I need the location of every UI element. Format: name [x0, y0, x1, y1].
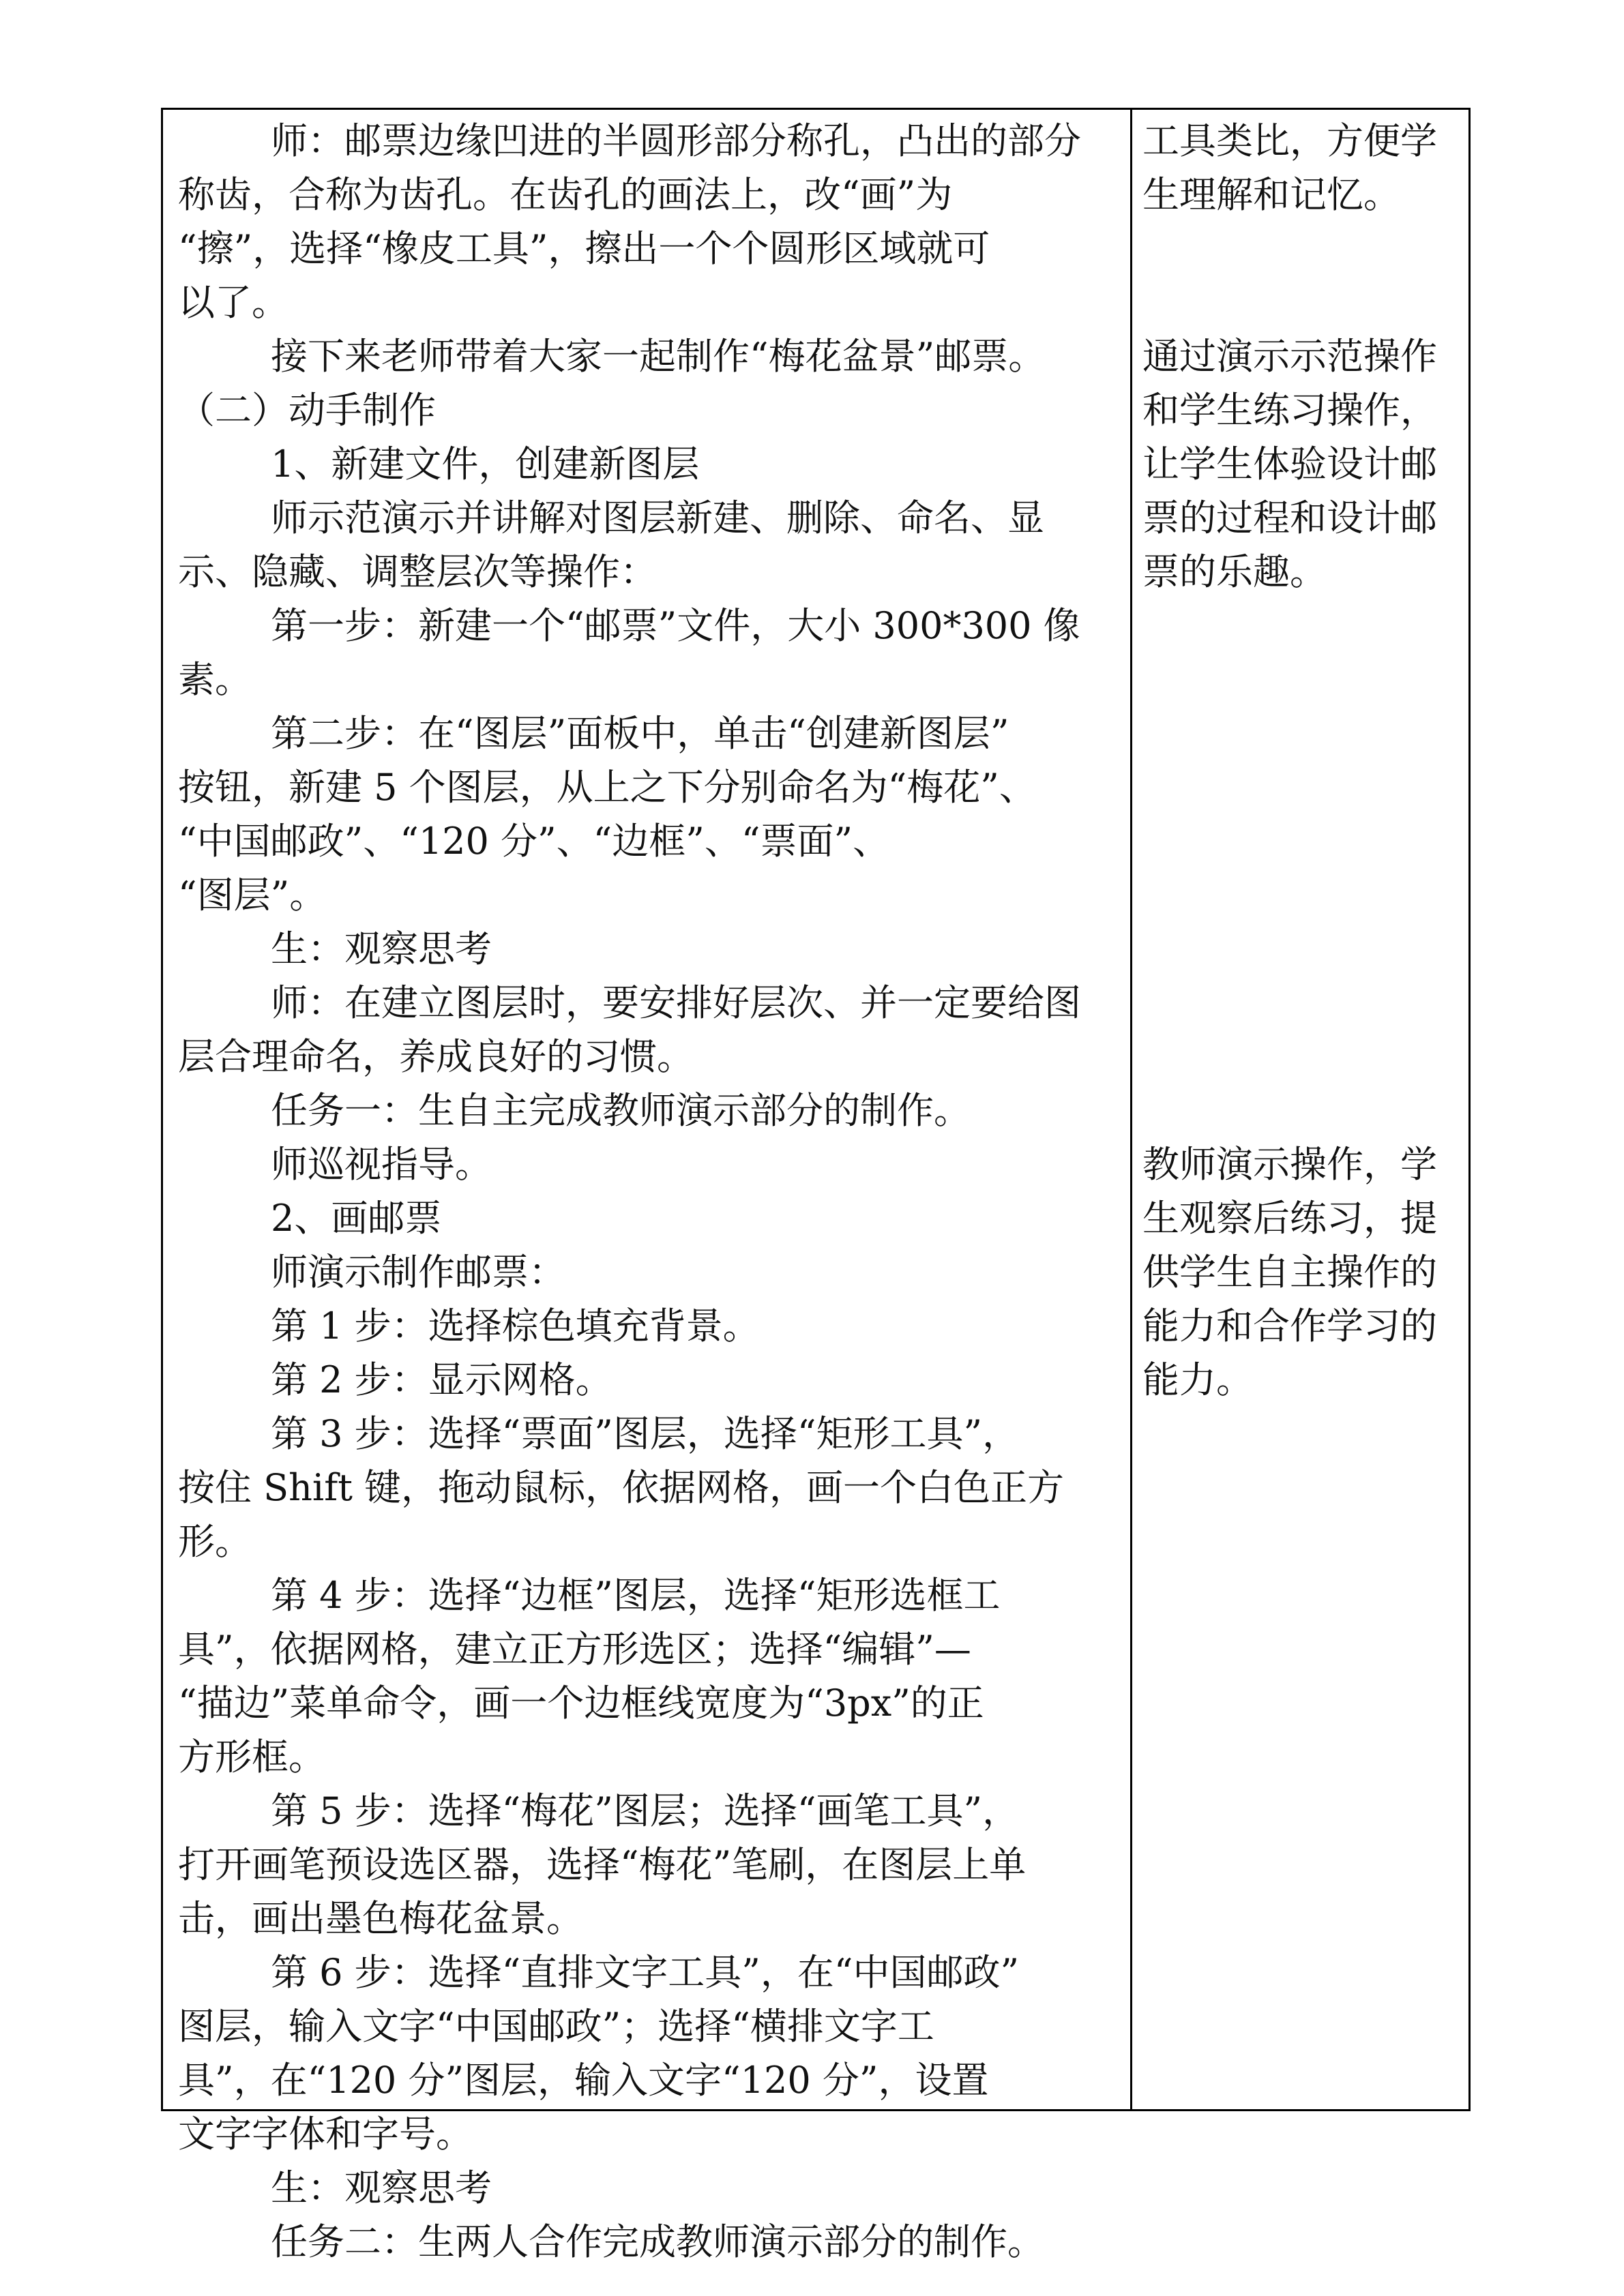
note-line: 供学生自主操作的: [1142, 1251, 1437, 1294]
text-line: 第一步：新建一个“邮票”文件，大小 300*300 像: [271, 604, 1080, 647]
text-line: 师演示制作邮票：: [271, 1251, 565, 1294]
text-line: “中国邮政”、“120 分”、“边框”、“票面”、: [178, 820, 890, 863]
text-line: “擦”，选择“橡皮工具”，擦出一个个圆形区域就可: [178, 227, 990, 270]
text-line: 层合理命名，养成良好的习惯。: [178, 1035, 694, 1078]
text-line: 师：在建立图层时，要安排好层次、并一定要给图: [271, 981, 1081, 1024]
text-line: 称齿，合称为齿孔。在齿孔的画法上，改“画”为: [178, 173, 953, 216]
text-line: 击，画出墨色梅花盆景。: [178, 1897, 583, 1940]
text-line: 打开画笔预设选区器，选择“梅花”笔刷，在图层上单: [178, 1843, 1027, 1886]
note-line: 能力和合作学习的: [1142, 1304, 1437, 1347]
text-line: 第 1 步：选择棕色填充背景。: [271, 1304, 760, 1347]
text-line: 以了。: [178, 281, 289, 324]
note-line: 生理解和记忆。: [1142, 173, 1400, 216]
note-line: 票的乐趣。: [1142, 550, 1327, 593]
note-line: 能力。: [1142, 1358, 1253, 1401]
text-line: “图层”。: [178, 874, 327, 916]
text-line: 师：邮票边缘凹进的半圆形部分称孔，凸出的部分: [271, 119, 1081, 162]
subsection-heading: 1、新建文件，创建新图层: [271, 443, 700, 486]
text-line: 师示范演示并讲解对图层新建、删除、命名、显: [271, 496, 1044, 539]
note-line: 和学生练习操作，: [1142, 389, 1437, 432]
text-line: 方形框。: [178, 1735, 325, 1778]
text-line: 具”，在“120 分”图层，输入文字“120 分”，设置: [178, 2059, 989, 2102]
note-line: 教师演示操作，学: [1142, 1143, 1437, 1186]
text-line: 示、隐藏、调整层次等操作：: [178, 550, 657, 593]
text-line: 按钮，新建 5 个图层，从上之下分别命名为“梅花”、: [178, 766, 1036, 809]
text-line: 文字字体和字号。: [178, 2113, 473, 2156]
text-line: 第 5 步：选择“梅花”图层；选择“画笔工具”，: [271, 1789, 1020, 1832]
note-line: 通过演示示范操作: [1142, 335, 1437, 378]
text-line: “描边”菜单命令，画一个边框线宽度为“3px”的正: [178, 1682, 984, 1725]
teaching-process-column: [178, 114, 1126, 2269]
text-line: 具”，依据网格，建立正方形选区；选择“编辑”—: [178, 1628, 971, 1671]
text-line: 生：观察思考: [271, 2166, 492, 2209]
spacer: [1142, 599, 1463, 1137]
design-intent-column: [1142, 114, 1463, 1407]
column-divider: [1130, 110, 1132, 2109]
section-heading: （二）动手制作: [178, 389, 436, 432]
design-note: [1142, 114, 1463, 222]
text-line: 第 2 步：显示网格。: [271, 1358, 612, 1401]
text-line: 生：观察思考: [271, 927, 492, 970]
text-line: 接下来老师带着大家一起制作“梅花盆景”邮票。: [271, 335, 1046, 378]
text-line: 图层，输入文字“中国邮政”；选择“横排文字工: [178, 2005, 934, 2048]
note-line: 票的过程和设计邮: [1142, 496, 1437, 539]
text-line: 素。: [178, 658, 252, 701]
text-line: 按住 Shift 键，拖动鼠标，依据网格，画一个白色正方: [178, 1466, 1065, 1509]
design-note: [1142, 329, 1463, 599]
design-note: [1142, 1137, 1463, 1407]
lesson-table: [161, 108, 1471, 2263]
text-line: 第 3 步：选择“票面”图层，选择“矩形工具”，: [271, 1412, 1020, 1455]
text-line: 形。: [178, 1520, 252, 1563]
text-line: 任务二：生两人合作完成教师演示部分的制作。: [271, 2220, 1044, 2263]
text-line: 任务一：生自主完成教师演示部分的制作。: [271, 1089, 971, 1132]
subsection-heading: 2、画邮票: [271, 1197, 442, 1240]
spacer: [1142, 222, 1463, 329]
text-line: 第 4 步：选择“边框”图层，选择“矩形选框工: [271, 1574, 1001, 1617]
note-line: 让学生体验设计邮: [1142, 443, 1437, 486]
text-line: 第 6 步：选择“直排文字工具”，在“中国邮政”: [271, 1951, 1020, 1994]
text-line: 第二步：在“图层”面板中，单击“创建新图层”: [271, 712, 1009, 755]
note-line: 生观察后练习，提: [1142, 1197, 1437, 1240]
text-line: 师巡视指导。: [271, 1143, 492, 1186]
note-line: 工具类比，方便学: [1142, 119, 1437, 162]
